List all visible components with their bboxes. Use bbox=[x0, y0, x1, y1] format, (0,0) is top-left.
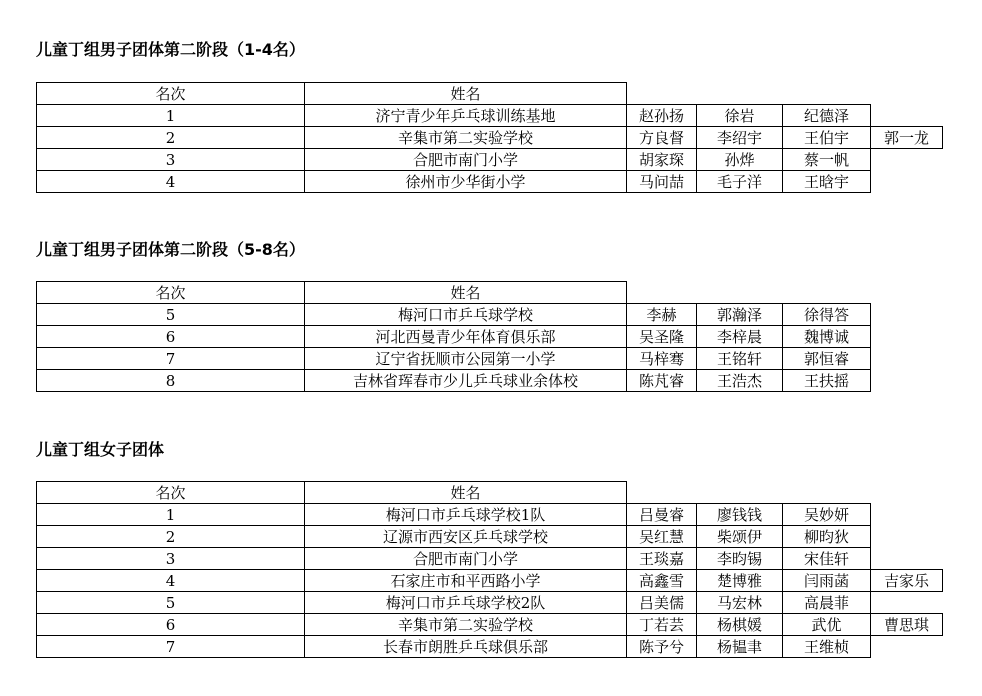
team-cell: 吉林省珲春市少儿乒乓球业余体校 bbox=[304, 369, 627, 392]
rank-cell: 2 bbox=[36, 525, 305, 548]
player-cell: 王浩杰 bbox=[696, 369, 783, 392]
player-cell: 李梓晨 bbox=[696, 325, 783, 348]
player-cell: 李绍宇 bbox=[696, 126, 783, 149]
player-cell: 高晨菲 bbox=[782, 591, 871, 614]
team-cell: 河北西曼青少年体育俱乐部 bbox=[304, 325, 627, 348]
header-name: 姓名 bbox=[304, 281, 627, 304]
header-rank: 名次 bbox=[36, 82, 305, 105]
player-cell: 李昀锡 bbox=[696, 547, 783, 570]
team-cell: 梅河口市乒乓球学校 bbox=[304, 303, 627, 326]
player-cell: 马梓骞 bbox=[626, 347, 697, 370]
player-cell: 王琰嘉 bbox=[626, 547, 697, 570]
player-cell: 吕美儒 bbox=[626, 591, 697, 614]
player-cell: 纪德泽 bbox=[782, 104, 871, 127]
player-cell: 吴红慧 bbox=[626, 525, 697, 548]
player-cell: 高鑫雪 bbox=[626, 569, 697, 592]
player-cell: 徐得答 bbox=[782, 303, 871, 326]
player-cell: 武优 bbox=[782, 613, 871, 636]
player-cell: 吉家乐 bbox=[870, 569, 943, 592]
rank-cell: 4 bbox=[36, 170, 305, 193]
player-cell: 宋佳轩 bbox=[782, 547, 871, 570]
team-cell: 合肥市南门小学 bbox=[304, 148, 627, 171]
player-cell: 杨韫聿 bbox=[696, 635, 783, 658]
player-cell: 丁若芸 bbox=[626, 613, 697, 636]
player-cell: 赵孙扬 bbox=[626, 104, 697, 127]
rank-cell: 1 bbox=[36, 104, 305, 127]
player-cell: 柴颂伊 bbox=[696, 525, 783, 548]
player-cell: 杨棋媛 bbox=[696, 613, 783, 636]
rank-cell: 4 bbox=[36, 569, 305, 592]
player-cell: 李赫 bbox=[626, 303, 697, 326]
team-cell: 辽宁省抚顺市公园第一小学 bbox=[304, 347, 627, 370]
team-cell: 辛集市第二实验学校 bbox=[304, 126, 627, 149]
player-cell: 闫雨菡 bbox=[782, 569, 871, 592]
player-cell: 王扶摇 bbox=[782, 369, 871, 392]
header-rank: 名次 bbox=[36, 281, 305, 304]
player-cell: 孙烨 bbox=[696, 148, 783, 171]
rank-cell: 2 bbox=[36, 126, 305, 149]
player-cell: 楚博雅 bbox=[696, 569, 783, 592]
team-cell: 梅河口市乒乓球学校2队 bbox=[304, 591, 627, 614]
team-cell: 辽源市西安区乒乓球学校 bbox=[304, 525, 627, 548]
team-cell: 合肥市南门小学 bbox=[304, 547, 627, 570]
player-cell: 吕曼睿 bbox=[626, 503, 697, 526]
header-name: 姓名 bbox=[304, 82, 627, 105]
player-cell: 方良督 bbox=[626, 126, 697, 149]
player-cell: 马宏林 bbox=[696, 591, 783, 614]
team-cell: 长春市朗胜乒乓球俱乐部 bbox=[304, 635, 627, 658]
player-cell: 郭一龙 bbox=[870, 126, 943, 149]
section-title: 儿童丁组男子团体第二阶段（1-4名） bbox=[36, 40, 305, 59]
team-cell: 梅河口市乒乓球学校1队 bbox=[304, 503, 627, 526]
player-cell: 魏博诚 bbox=[782, 325, 871, 348]
team-cell: 济宁青少年乒乓球训练基地 bbox=[304, 104, 627, 127]
section-title: 儿童丁组男子团体第二阶段（5-8名） bbox=[36, 240, 305, 259]
player-cell: 吴圣隆 bbox=[626, 325, 697, 348]
rank-cell: 5 bbox=[36, 591, 305, 614]
player-cell: 廖钱钱 bbox=[696, 503, 783, 526]
player-cell: 陈芃睿 bbox=[626, 369, 697, 392]
rank-cell: 6 bbox=[36, 325, 305, 348]
header-name: 姓名 bbox=[304, 481, 627, 504]
player-cell: 郭恒睿 bbox=[782, 347, 871, 370]
player-cell: 陈予兮 bbox=[626, 635, 697, 658]
rank-cell: 7 bbox=[36, 635, 305, 658]
team-cell: 石家庄市和平西路小学 bbox=[304, 569, 627, 592]
team-cell: 辛集市第二实验学校 bbox=[304, 613, 627, 636]
player-cell: 徐岩 bbox=[696, 104, 783, 127]
player-cell: 马问喆 bbox=[626, 170, 697, 193]
player-cell: 曹思琪 bbox=[870, 613, 943, 636]
team-cell: 徐州市少华街小学 bbox=[304, 170, 627, 193]
rank-cell: 3 bbox=[36, 148, 305, 171]
player-cell: 王晗宇 bbox=[782, 170, 871, 193]
player-cell: 王伯宇 bbox=[782, 126, 871, 149]
player-cell: 柳昀狄 bbox=[782, 525, 871, 548]
rank-cell: 1 bbox=[36, 503, 305, 526]
player-cell: 吴妙妍 bbox=[782, 503, 871, 526]
rank-cell: 7 bbox=[36, 347, 305, 370]
header-rank: 名次 bbox=[36, 481, 305, 504]
player-cell: 胡家琛 bbox=[626, 148, 697, 171]
player-cell: 蔡一帆 bbox=[782, 148, 871, 171]
rank-cell: 8 bbox=[36, 369, 305, 392]
section-title: 儿童丁组女子团体 bbox=[36, 440, 165, 459]
player-cell: 毛子洋 bbox=[696, 170, 783, 193]
rank-cell: 5 bbox=[36, 303, 305, 326]
player-cell: 王维桢 bbox=[782, 635, 871, 658]
player-cell: 郭瀚泽 bbox=[696, 303, 783, 326]
rank-cell: 3 bbox=[36, 547, 305, 570]
player-cell: 王铭轩 bbox=[696, 347, 783, 370]
rank-cell: 6 bbox=[36, 613, 305, 636]
